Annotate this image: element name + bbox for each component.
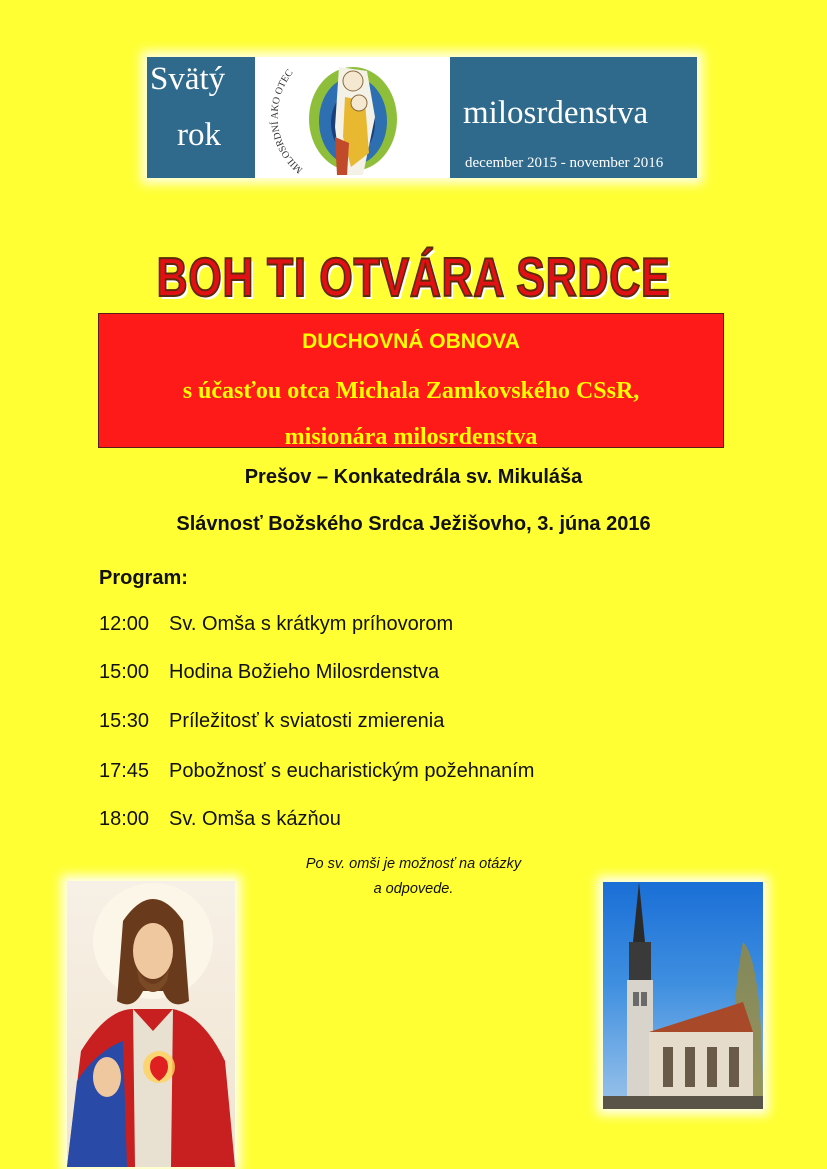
program-text: Hodina Božieho Milosrdenstva: [169, 661, 440, 683]
sacred-heart-image: [67, 881, 235, 1167]
retreat-speaker-role: misionára milosrdenstva: [284, 424, 538, 450]
logo-arc-text: MILOSRDNÍ AKO OTEC: [269, 67, 305, 176]
banner-text-svaty: Svätý: [150, 61, 226, 97]
holy-year-banner: [147, 57, 697, 178]
main-title: BOH TI OTVÁRA SRDCE: [156, 246, 671, 308]
program-item: [99, 760, 534, 783]
cathedral-image: [603, 882, 763, 1109]
program-item: [99, 710, 444, 733]
retreat-info-box: [98, 313, 724, 448]
qa-note-line2: a odpovede.: [373, 881, 454, 897]
program-item: [99, 613, 453, 636]
event-location: Prešov – Konkatedrála sv. Mikuláša: [244, 466, 583, 488]
retreat-speaker: s účasťou otca Michala Zamkovského CSsR,: [182, 378, 640, 404]
program-text: Pobožnosť s eucharistickým požehnaním: [169, 760, 535, 782]
program-item: [99, 661, 439, 684]
retreat-heading: DUCHOVNÁ OBNOVA: [302, 330, 520, 353]
svg-text:MILOSRDNÍ AKO OTEC: [269, 67, 305, 175]
program-text: Sv. Omša s kázňou: [169, 808, 341, 830]
program-item: [99, 808, 341, 831]
banner-text-milosrdenstva: milosrdenstva: [463, 95, 649, 131]
jubilee-of-mercy-logo: [255, 57, 450, 178]
program-time: 12:00: [99, 613, 150, 635]
program-time: 15:00: [99, 661, 150, 683]
qa-note-line1: Po sv. omši je možnosť na otázky: [305, 856, 522, 872]
program-time: 17:45: [99, 760, 150, 782]
program-text: Sv. Omša s krátkym príhovorom: [169, 613, 454, 635]
event-date: Slávnosť Božského Srdca Ježišovho, 3. júna 2016: [176, 513, 651, 535]
banner-text-rok: rok: [177, 117, 221, 153]
banner-dates: december 2015 - november 2016: [465, 155, 664, 171]
program-text: Príležitosť k sviatosti zmierenia: [169, 710, 445, 732]
program-time: 15:30: [99, 710, 150, 732]
program-time: 18:00: [99, 808, 150, 830]
program-label: Program:: [99, 567, 188, 589]
